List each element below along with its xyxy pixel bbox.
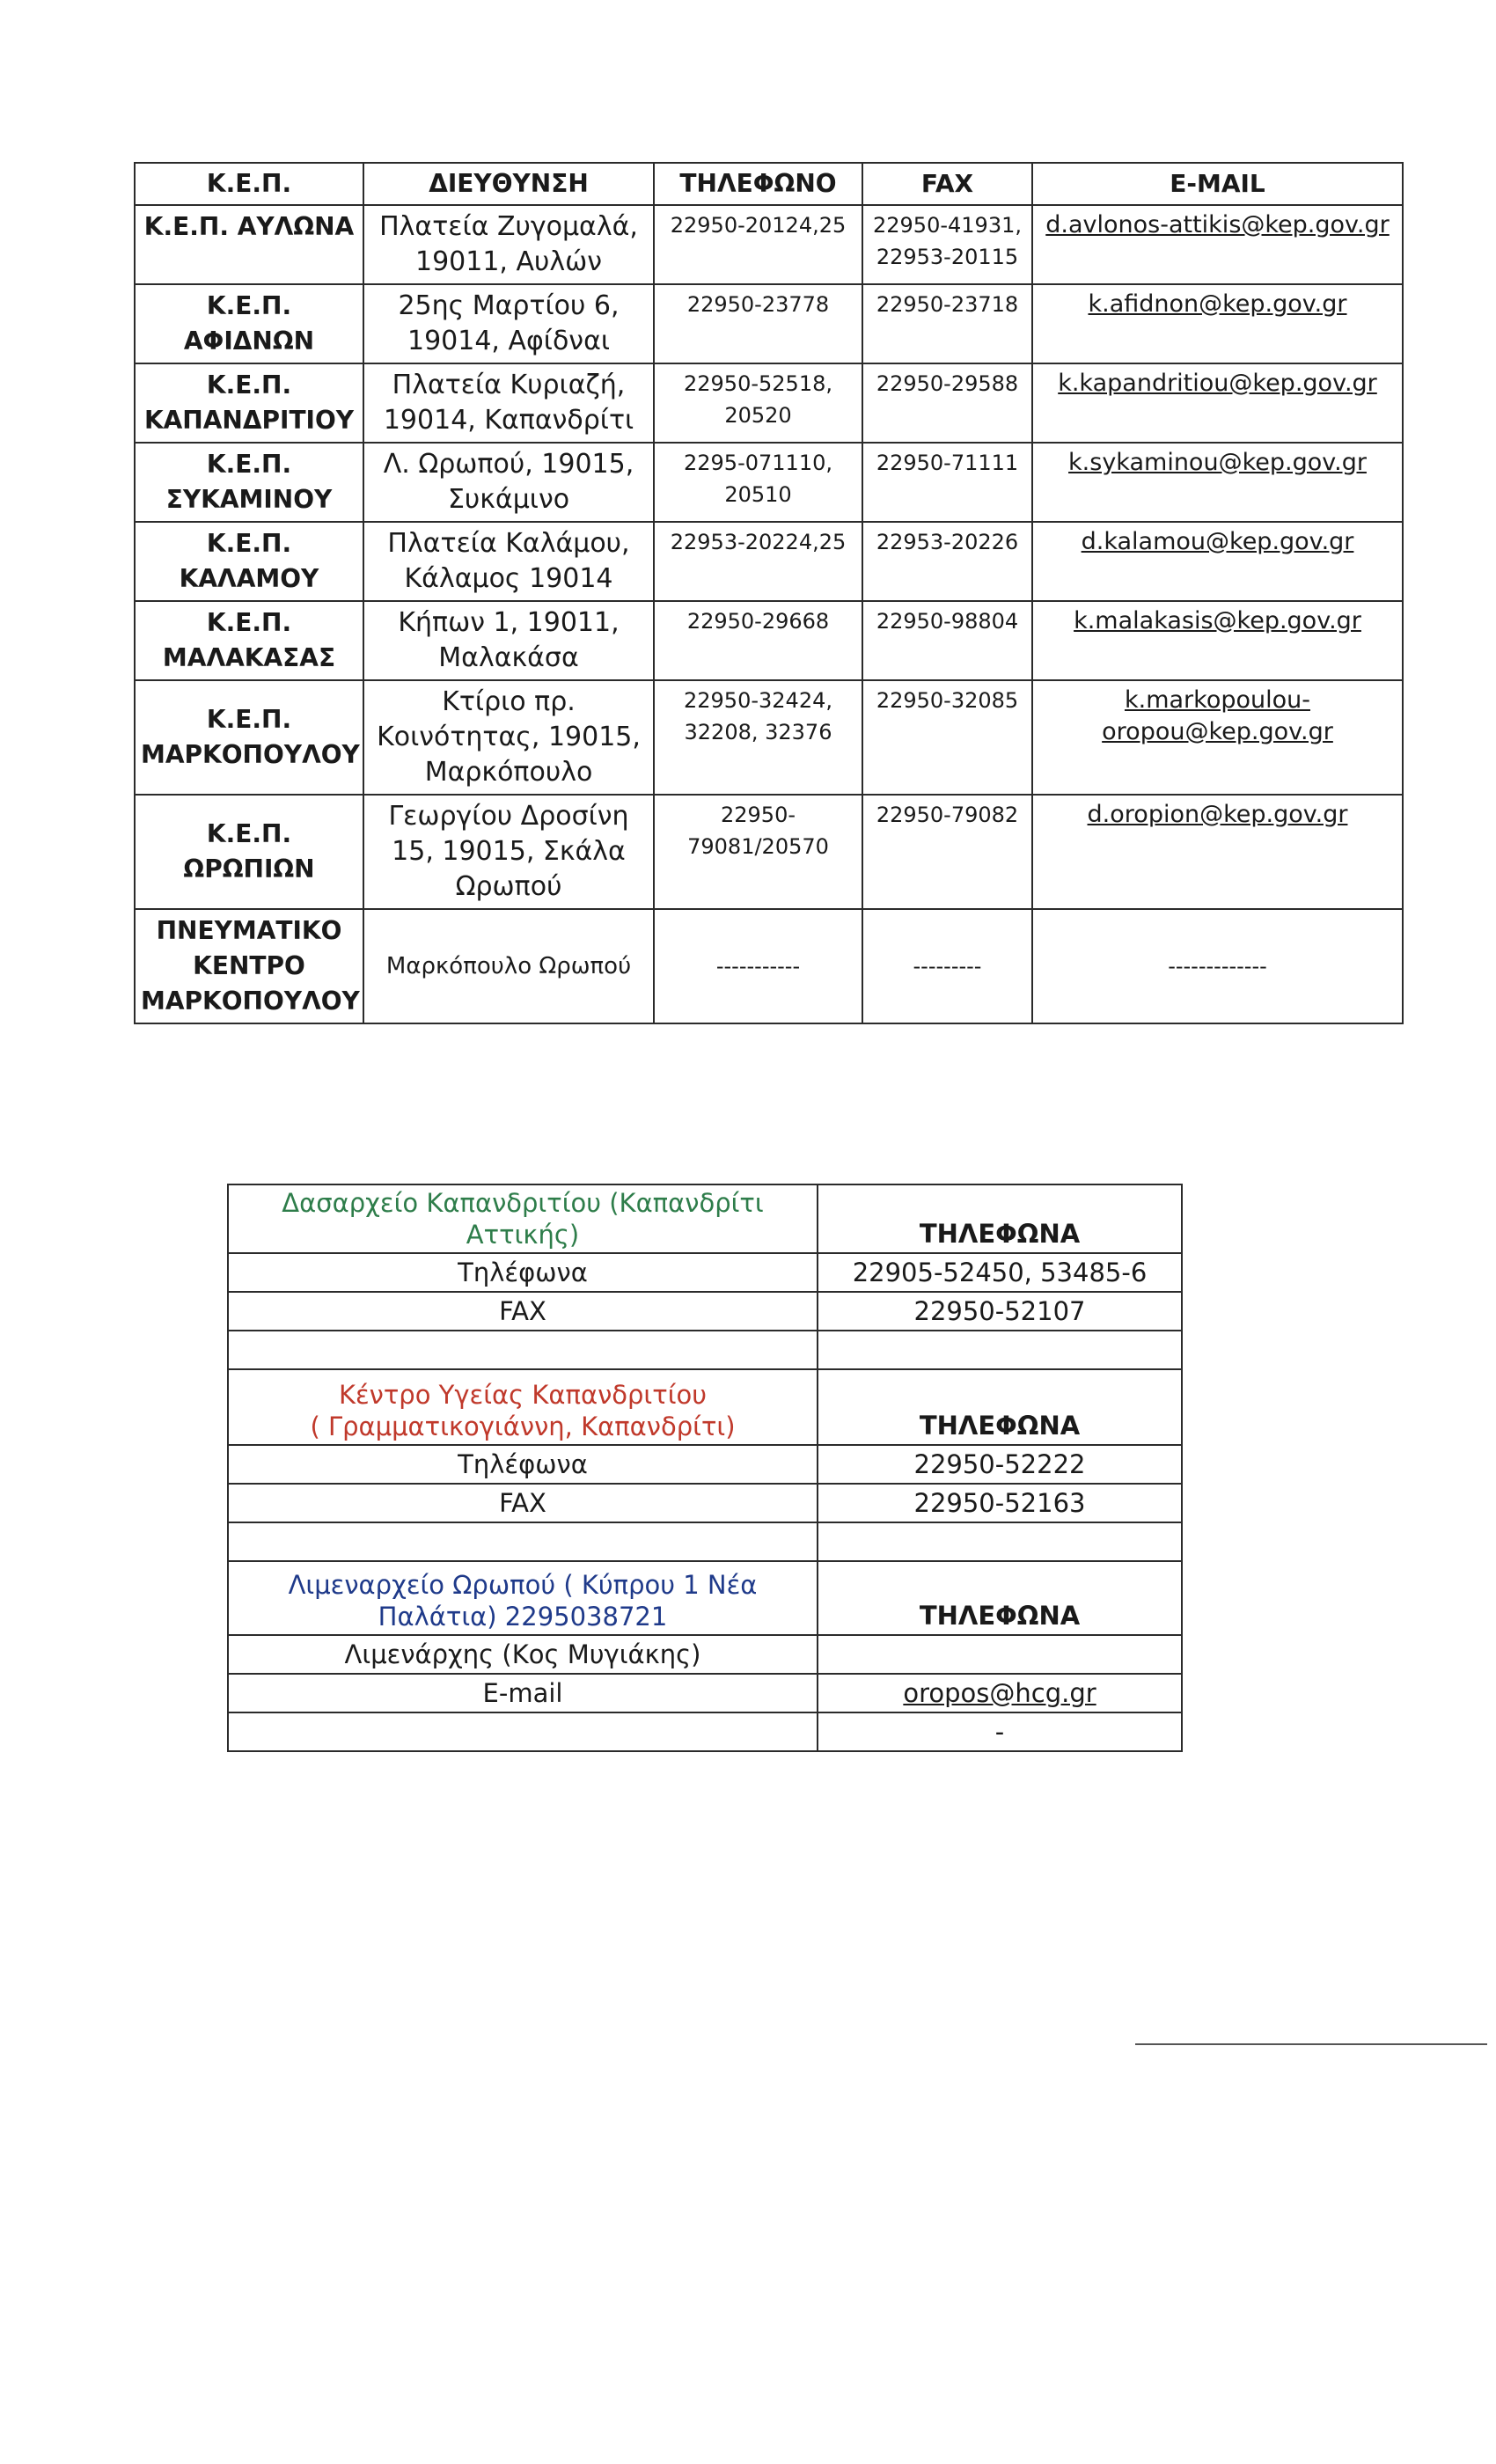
kep-phone: ----------- bbox=[654, 909, 862, 1023]
table-row bbox=[228, 1292, 1182, 1331]
row-label: Τηλέφωνα bbox=[228, 1253, 818, 1292]
row-label: Λιμενάρχης (Κος Μυγιάκης) bbox=[228, 1635, 818, 1674]
row-label: FAX bbox=[228, 1292, 818, 1331]
kep-phone: 22950-79081/20570 bbox=[654, 795, 862, 909]
health-phones-header: ΤΗΛΕΦΩΝΑ bbox=[818, 1369, 1182, 1445]
kep-fax: 22950-32085 bbox=[862, 680, 1032, 795]
row-value: 22950-52107 bbox=[818, 1292, 1182, 1331]
services-info-table bbox=[227, 1184, 1183, 1752]
email-link[interactable]: k.sykaminou@kep.gov.gr bbox=[1068, 449, 1367, 476]
spacer-row bbox=[228, 1522, 1182, 1561]
kep-address: 25ης Μαρτίου 6, 19014, Αφίδναι bbox=[363, 284, 654, 363]
email-link[interactable]: k.malakasis@kep.gov.gr bbox=[1074, 607, 1361, 634]
kep-fax: 22953-20226 bbox=[862, 522, 1032, 601]
header-email: E-MAIL bbox=[1032, 163, 1403, 205]
kep-fax: 22950-79082 bbox=[862, 795, 1032, 909]
header-address: ΔΙΕΥΘΥΝΣΗ bbox=[363, 163, 654, 205]
kep-email[interactable] bbox=[1032, 284, 1403, 363]
table-row bbox=[135, 680, 1403, 795]
kep-address: Κήπων 1, 19011, Μαλακάσα bbox=[363, 601, 654, 680]
kep-phone: 22950-23778 bbox=[654, 284, 862, 363]
kep-name: Κ.Ε.Π. ΜΑΛΑΚΑΣΑΣ bbox=[135, 601, 363, 680]
empty-cell bbox=[228, 1331, 818, 1369]
kep-phone: 22950-32424, 32208, 32376 bbox=[654, 680, 862, 795]
health-center-title bbox=[228, 1369, 818, 1445]
port-email-link[interactable]: oropos@hcg.gr bbox=[903, 1678, 1096, 1708]
port-authority-title: Λιμεναρχείο Ωρωπού ( Κύπρου 1 Νέα Παλάτια) 2295038721 bbox=[228, 1561, 818, 1635]
spacer-row bbox=[228, 1331, 1182, 1369]
kep-address: Πλατεία Καλάμου, Κάλαμος 19014 bbox=[363, 522, 654, 601]
kep-phone: 22950-29668 bbox=[654, 601, 862, 680]
table-header-row bbox=[135, 163, 1403, 205]
table-row bbox=[135, 909, 1403, 1023]
empty-cell bbox=[228, 1522, 818, 1561]
kep-fax: 22950-98804 bbox=[862, 601, 1032, 680]
kep-phone: 2295-071110, 20510 bbox=[654, 443, 862, 522]
forestry-header-row bbox=[228, 1184, 1182, 1253]
header-fax: FAX bbox=[862, 163, 1032, 205]
row-label: Τηλέφωνα bbox=[228, 1445, 818, 1484]
table-row bbox=[228, 1712, 1182, 1751]
kep-address: Μαρκόπουλο Ωρωπού bbox=[363, 909, 654, 1023]
kep-name: ΠΝΕΥΜΑΤΙΚΟ ΚΕΝΤΡΟ ΜΑΡΚΟΠΟΥΛΟΥ bbox=[135, 909, 363, 1023]
email-link[interactable]: k.kapandritiou@kep.gov.gr bbox=[1058, 370, 1377, 397]
kep-name: Κ.Ε.Π. ΚΑΠΑΝΔΡΙΤΙΟΥ bbox=[135, 363, 363, 443]
table-row bbox=[228, 1445, 1182, 1484]
table-row bbox=[228, 1674, 1182, 1712]
page-divider bbox=[1135, 2043, 1487, 2045]
row-label bbox=[228, 1712, 818, 1751]
kep-fax: 22950-23718 bbox=[862, 284, 1032, 363]
kep-name: Κ.Ε.Π. ΚΑΛΑΜΟΥ bbox=[135, 522, 363, 601]
kep-name: Κ.Ε.Π. ΜΑΡΚΟΠΟΥΛΟΥ bbox=[135, 680, 363, 795]
kep-email[interactable] bbox=[1032, 205, 1403, 284]
kep-fax: --------- bbox=[862, 909, 1032, 1023]
table-row bbox=[228, 1253, 1182, 1292]
row-value: - bbox=[818, 1712, 1182, 1751]
health-center-name: Κέντρο Υγείας Καπανδριτίου bbox=[338, 1380, 708, 1410]
kep-fax: 22950-71111 bbox=[862, 443, 1032, 522]
empty-cell bbox=[818, 1331, 1182, 1369]
kep-email[interactable] bbox=[1032, 522, 1403, 601]
kep-offices-table bbox=[134, 162, 1404, 1024]
email-link[interactable]: k.afidnon@kep.gov.gr bbox=[1088, 290, 1347, 318]
kep-email[interactable] bbox=[1032, 601, 1403, 680]
kep-address: Γεωργίου Δροσίνη 15, 19015, Σκάλα Ωρωπού bbox=[363, 795, 654, 909]
table-row bbox=[228, 1635, 1182, 1674]
kep-email[interactable] bbox=[1032, 795, 1403, 909]
row-label: E-mail bbox=[228, 1674, 818, 1712]
kep-address: Πλατεία Ζυγομαλά, 19011, Αυλών bbox=[363, 205, 654, 284]
kep-email[interactable] bbox=[1032, 680, 1403, 795]
kep-name: Κ.Ε.Π. ΣΥΚΑΜΙΝΟΥ bbox=[135, 443, 363, 522]
kep-address: Λ. Ωρωπού, 19015, Συκάμινο bbox=[363, 443, 654, 522]
row-value: 22950-52163 bbox=[818, 1484, 1182, 1522]
email-link[interactable]: d.oropion@kep.gov.gr bbox=[1087, 801, 1348, 828]
table-row bbox=[135, 284, 1403, 363]
row-value: 22950-52222 bbox=[818, 1445, 1182, 1484]
table-row bbox=[228, 1484, 1182, 1522]
kep-email[interactable] bbox=[1032, 443, 1403, 522]
port-phones-header: ΤΗΛΕΦΩΝΑ bbox=[818, 1561, 1182, 1635]
kep-fax: 22950-41931, 22953-20115 bbox=[862, 205, 1032, 284]
forestry-title: Δασαρχείο Καπανδριτίου (Καπανδρίτι Αττικής) bbox=[228, 1184, 818, 1253]
kep-name: Κ.Ε.Π. ΑΦΙΔΝΩΝ bbox=[135, 284, 363, 363]
kep-phone: 22950-20124,25 bbox=[654, 205, 862, 284]
table-row bbox=[135, 795, 1403, 909]
row-value: 22905-52450, 53485-6 bbox=[818, 1253, 1182, 1292]
kep-name: Κ.Ε.Π. ΑΥΛΩΝΑ bbox=[135, 205, 363, 284]
health-header-row bbox=[228, 1369, 1182, 1445]
kep-address: Κτίριο πρ. Κοινότητας, 19015, Μαρκόπουλο bbox=[363, 680, 654, 795]
row-value[interactable] bbox=[818, 1674, 1182, 1712]
kep-phone: 22950-52518, 20520 bbox=[654, 363, 862, 443]
table-row bbox=[135, 363, 1403, 443]
kep-email[interactable] bbox=[1032, 363, 1403, 443]
kep-email: ------------- bbox=[1032, 909, 1403, 1023]
table-row bbox=[135, 522, 1403, 601]
table-row bbox=[135, 443, 1403, 522]
forestry-phones-header: ΤΗΛΕΦΩΝΑ bbox=[818, 1184, 1182, 1253]
kep-phone: 22953-20224,25 bbox=[654, 522, 862, 601]
table-row bbox=[135, 601, 1403, 680]
kep-name: Κ.Ε.Π. ΩΡΩΠΙΩΝ bbox=[135, 795, 363, 909]
kep-address: Πλατεία Κυριαζή, 19014, Καπανδρίτι bbox=[363, 363, 654, 443]
empty-cell bbox=[818, 1522, 1182, 1561]
email-link[interactable]: k.markopoulou-oropou@kep.gov.gr bbox=[1102, 686, 1333, 745]
header-kep: Κ.Ε.Π. bbox=[135, 163, 363, 205]
kep-fax: 22950-29588 bbox=[862, 363, 1032, 443]
table-row bbox=[135, 205, 1403, 284]
port-header-row bbox=[228, 1561, 1182, 1635]
email-link[interactable]: d.kalamou@kep.gov.gr bbox=[1081, 528, 1354, 555]
row-label: FAX bbox=[228, 1484, 818, 1522]
header-phone: ΤΗΛΕΦΩΝΟ bbox=[654, 163, 862, 205]
row-value bbox=[818, 1635, 1182, 1674]
email-link[interactable]: d.avlonos-attikis@kep.gov.gr bbox=[1045, 211, 1390, 238]
health-center-address: ( Γραμματικογιάννη, Καπανδρίτι) bbox=[310, 1412, 736, 1441]
